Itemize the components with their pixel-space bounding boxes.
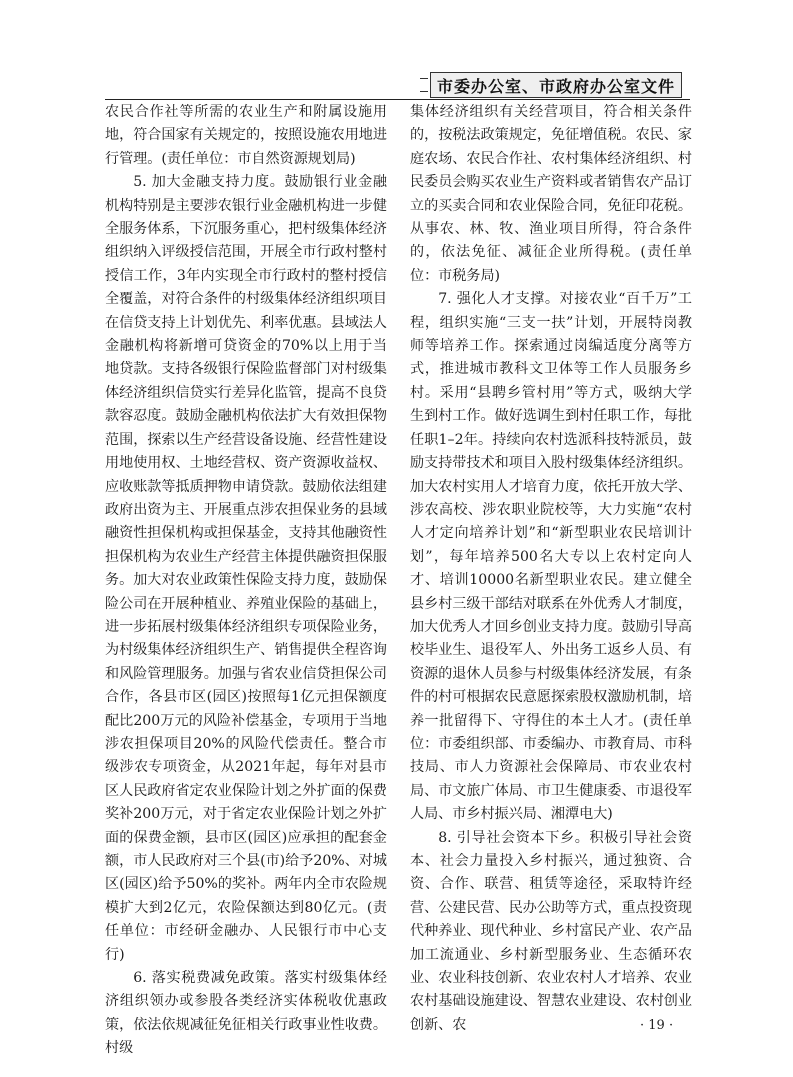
paragraph-tax-relief: 6. 落实税费减免政策。落实村级集体经济组织领办或参股各类经济实体税收优惠政策，依法依规减征免征相关行政事业性收费。村级 <box>105 970 387 1057</box>
running-header <box>420 72 684 98</box>
header-decoration <box>420 78 428 92</box>
right-column <box>410 101 692 1037</box>
paragraph-talent-support: 7. 强化人才支撑。对接农业“百千万”工程，组织实施“三支一扶”计划，开展特岗教师等培养工作。探索通过岗编适度分离等方式，推进城市教科文卫体等工作人员服务乡村。采用“县聘乡管村用”等方式，吸纳大学生到村工作。做好选调生到村任职工作，每批任职1–2年。持续向农村选派科技特派员，鼓励支持带技术和项目入股村级集体经济组织。加大农村实用人才培育力度，依托开放大学、涉农高校、涉农职业院校等，大力实施“农村人才定向培养计划”和“新型职业农民培训计划”，每年培养500名大专以上农村定向人才、培训10000名新型职业农民。建立健全县乡村三级干部结对联系在外优秀人才制度，加大优秀人才回乡创业支持力度。鼓励引导高校毕业生、退役军人、外出务工返乡人员、有资源的退休人员参与村级集体经济发展，有条件的村可根据农民意愿探索股权激励机制，培养一批留得下、守得住的本土人才。(责任单位：市委组织部、市委编办、市教育局、市科技局、市人力资源社会保障局、市农业农村局、市文旅广体局、市卫生健康委、市退役军人局、市乡村振兴局、湘潭电大) <box>410 291 692 823</box>
paragraph-financial-support: 5. 加大金融支持力度。鼓励银行业金融机构特别是主要涉农银行业金融机构进一步健全服务体系，下沉服务重心，把村级集体经济组织纳入评级授信范围，开展全市行政村整村授信工作，3年内实现全市行政村的整村授信全覆盖，对符合条件的村级集体经济组织项目在信贷支持上计划优先、利率优惠。县域法人金融机构将新增可贷资金的70%以上用于当地贷款。支持各级银行保险监督部门对村级集体经济组织信贷实行差异化监管，提高不良贷款容忍度。鼓励金融机构依法扩大有效担保物范围，探索以生产经营设备设施、经营性建设用地使用权、土地经营权、资产资源收益权、应收账款等抵质押物申请贷款。鼓励依法组建政府出资为主、开展重点涉农担保业务的县域融资性担保机构或担保基金，支持其他融资性担保机构为农业生产经营主体提供融资担保服务。加大对农业政策性保险支持力度，鼓励保险公司在开展种植业、养殖业保险的基础上，进一步拓展村级集体经济组织专项保险业务，为村级集体经济组织生产、销售提供全程咨询和风险管理服务。加强与省农业信贷担保公司合作，各县市区(园区)按照每1亿元担保额度配比200万元的风险补偿基金，专项用于当地涉农担保项目20%的风险代偿责任。整合市级涉农专项资金，从2021年起，每年对县市区人民政府省定农业保险计划之外扩面的保费奖补200万元，对于省定农业保险计划之外扩面的保费金额，县市区(园区)应承担的配套金额，市人民政府对三个县(市)给予20%、对城区(园区)给予50%的奖补。两年内全市农险规模扩大到2亿元，农险保额达到80亿元。(责任单位：市经研金融办、人民银行市中心支行) <box>105 174 387 963</box>
header-rule <box>105 99 690 100</box>
paragraph-continued: 农民合作社等所需的农业生产和附属设施用地，符合国家有关规定的，按照设施农用地进行管理。(责任单位：市自然资源规划局) <box>105 104 387 167</box>
header-title: 市委办公室、市政府办公室文件 <box>430 72 682 98</box>
left-column <box>105 101 387 1061</box>
page-number: · 19 · <box>640 1018 674 1033</box>
paragraph-tax-relief-continued: 集体经济组织有关经营项目，符合相关条件的，按税法政策规定，免征增值税。农民、家庭农场、农民合作社、农村集体经济组织、村民委员会购买农业生产资料或者销售农产品订立的买卖合同和农业保险合同，免征印花税。从事农、林、牧、渔业项目所得，符合条件的，依法免征、减征企业所得税。(责任单位：市税务局) <box>410 104 692 284</box>
paragraph-social-capital: 8. 引导社会资本下乡。积极引导社会资本、社会力量投入乡村振兴，通过独资、合资、合作、联营、租赁等途径，采取特许经营、公建民营、民办公助等方式，重点投资现代种养业、现代种业、乡村富民产业、农产品加工流通业、乡村新型服务业、生态循环农业、农业科技创新、农业农村人才培养、农业农村基础设施建设、智慧农业建设、农村创业创新、农 <box>410 829 692 1033</box>
